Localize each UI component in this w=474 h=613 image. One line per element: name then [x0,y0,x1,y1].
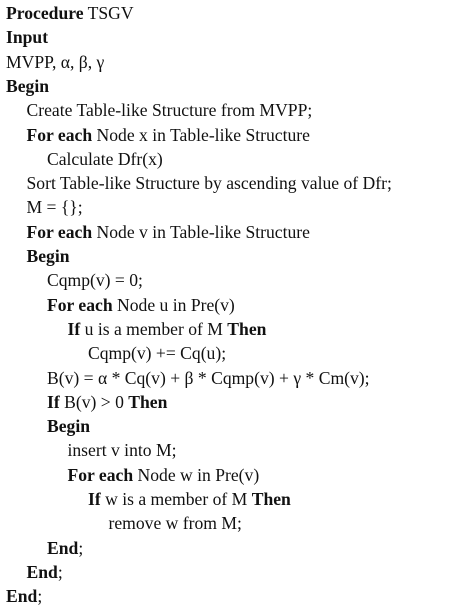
code-text: Calculate Dfr(x) [47,148,163,169]
code-text: MVPP, α, β, γ [6,51,105,72]
code-line [6,50,104,74]
code-keyword: For each [26,221,93,242]
code-line [27,171,392,195]
code-line [6,584,42,608]
code-keyword: For each [67,464,134,485]
code-text: w is a member of M [100,489,252,509]
code-line [68,438,177,462]
code-line [27,244,70,268]
code-keyword: If [67,318,81,339]
code-keyword: Procedure [6,3,84,23]
code-text: Cqmp(v) = 0; [47,270,143,291]
code-text: ; [78,537,84,558]
code-text: ; [37,586,43,607]
code-line [27,123,310,147]
code-keyword: End [26,561,58,582]
code-line [6,1,134,25]
code-text: Node w in Pre(v) [133,464,260,485]
code-text: remove w from M; [108,513,242,534]
code-text: u is a member of M [80,318,228,339]
code-line [47,414,90,438]
code-line [6,74,49,98]
code-keyword: For each [26,124,93,145]
code-line [47,268,143,292]
code-text: Node v in Table-like Structure [92,221,310,242]
code-keyword: End [6,586,38,607]
code-text: Node u in Pre(v) [112,294,235,315]
code-text: insert v into M; [67,440,177,461]
code-keyword: Input [6,27,49,48]
code-text: B(v) > 0 [59,391,129,412]
code-text: B(v) = α * Cq(v) + β * Cqmp(v) + γ * Cm(v); [47,367,370,388]
code-line [88,341,226,365]
code-line [109,511,242,535]
code-keyword: Begin [47,416,91,437]
code-keyword: If [47,391,60,412]
code-text: ; [57,561,63,582]
code-text: Node x in Table-like Structure [92,124,310,145]
code-keyword: End [47,537,79,558]
code-keyword: Begin [6,75,50,96]
code-text: TSGV [83,3,134,23]
code-line [27,220,310,244]
code-line [47,293,235,317]
code-keyword: Begin [26,246,70,266]
code-keyword: For each [47,294,113,315]
code-text: Cqmp(v) += Cq(u); [88,343,227,364]
code-line [68,463,260,487]
code-text: Create Table-like Structure from MVPP; [26,100,313,121]
code-line [6,25,48,49]
code-line [27,560,63,584]
code-keyword: Then [251,489,291,509]
code-line [68,317,267,341]
code-line [88,487,291,511]
code-line [47,390,167,414]
code-keyword: Then [128,391,168,412]
code-line [47,147,163,171]
code-line [27,195,83,219]
code-keyword: If [88,489,101,509]
code-line [27,98,313,122]
code-line [47,366,370,390]
code-text: Sort Table-like Structure by ascending value of Dfr; [26,173,392,194]
code-line [47,536,83,560]
code-text: M = {}; [26,197,83,218]
code-keyword: Then [227,318,267,339]
